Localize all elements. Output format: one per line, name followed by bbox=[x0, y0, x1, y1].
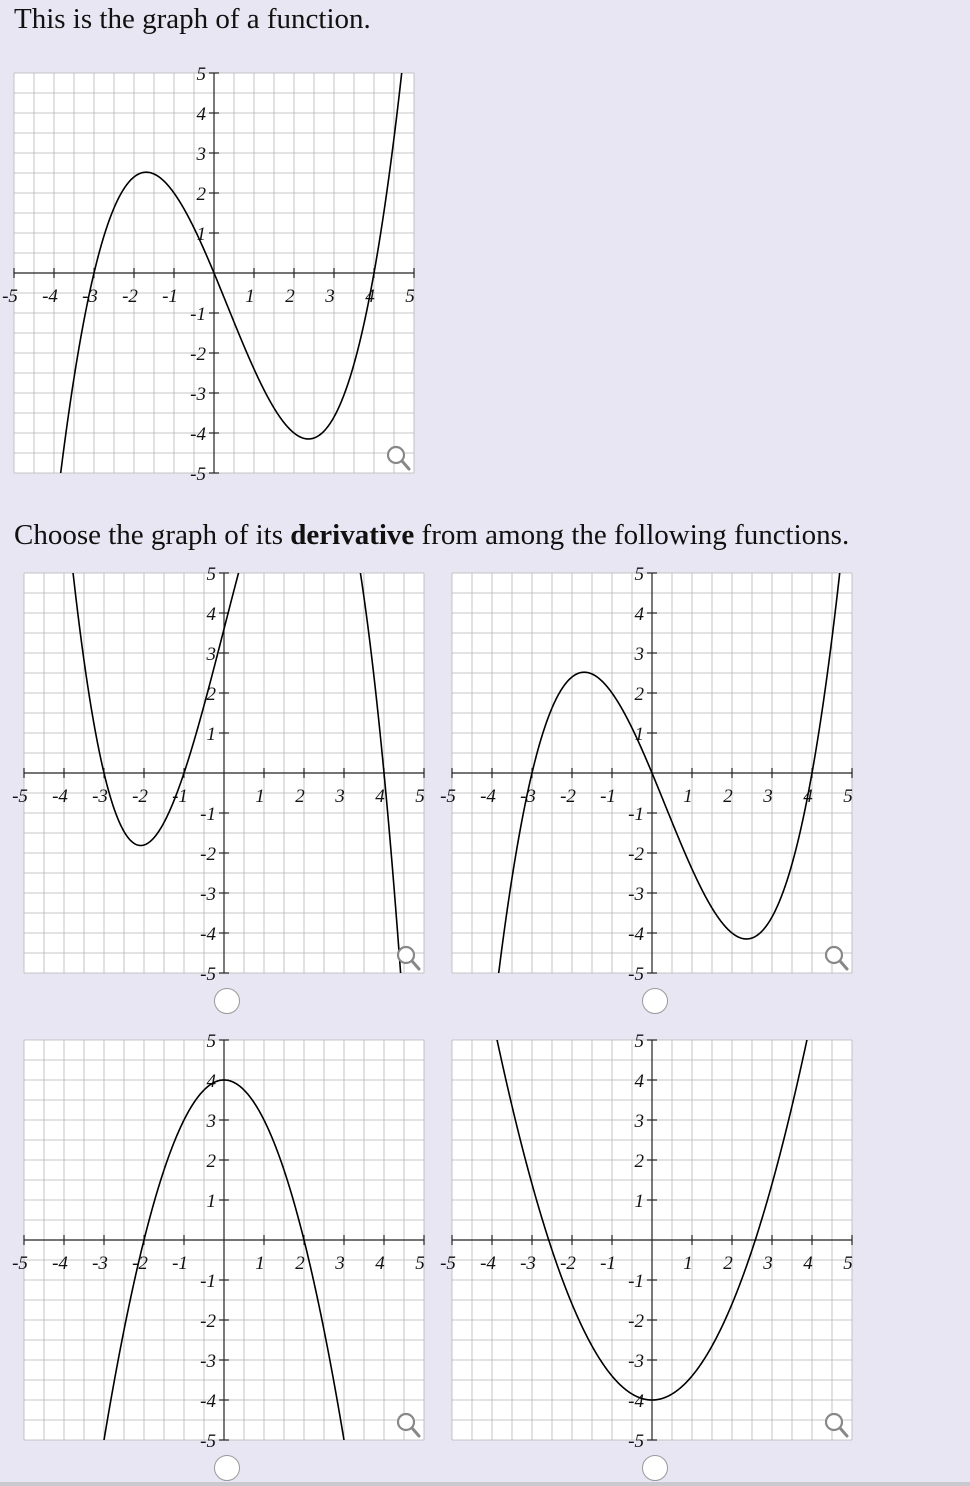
y-tick-label: -5 bbox=[628, 1431, 644, 1452]
x-tick-label: -3 bbox=[92, 786, 108, 807]
x-tick-label: 1 bbox=[245, 286, 255, 307]
magnifier-handle bbox=[840, 1428, 847, 1436]
x-tick-label: -3 bbox=[92, 1253, 108, 1274]
x-tick-label: -1 bbox=[162, 286, 178, 307]
x-tick-label: -2 bbox=[132, 1253, 148, 1274]
y-tick-label: 4 bbox=[634, 604, 644, 625]
magnifier-handle bbox=[412, 961, 419, 969]
y-tick-label: 4 bbox=[206, 1071, 216, 1092]
x-tick-label: -4 bbox=[52, 1253, 68, 1274]
y-tick-label: 1 bbox=[634, 1191, 644, 1212]
x-tick-label: 4 bbox=[375, 786, 385, 807]
x-tick-label: -5 bbox=[12, 1253, 28, 1274]
x-tick-label: -3 bbox=[520, 786, 536, 807]
y-tick-label: 1 bbox=[206, 724, 216, 745]
y-tick-label: 4 bbox=[634, 1071, 644, 1092]
y-tick-label: 2 bbox=[196, 184, 206, 205]
x-tick-label: 3 bbox=[335, 786, 345, 807]
magnifier-icon[interactable] bbox=[826, 1414, 847, 1436]
given-function-graph bbox=[2, 64, 415, 485]
x-tick-label: 2 bbox=[285, 286, 295, 307]
x-tick-label: -2 bbox=[122, 286, 138, 307]
y-tick-label: -5 bbox=[200, 964, 216, 985]
prompt-derivative-keyword: derivative bbox=[290, 519, 415, 551]
x-tick-label: 4 bbox=[803, 1253, 813, 1274]
magnifier-handle bbox=[412, 1428, 419, 1436]
x-tick-label: 3 bbox=[763, 786, 773, 807]
y-tick-label: -2 bbox=[200, 1311, 216, 1332]
y-tick-label: -2 bbox=[628, 844, 644, 865]
x-tick-label: -5 bbox=[2, 286, 18, 307]
x-tick-label: -4 bbox=[52, 786, 68, 807]
y-tick-label: 2 bbox=[634, 684, 644, 705]
x-tick-label: 5 bbox=[415, 1253, 425, 1274]
x-tick-label: 3 bbox=[325, 286, 335, 307]
y-tick-label: -4 bbox=[200, 924, 216, 945]
y-tick-label: -2 bbox=[190, 344, 206, 365]
magnifier-icon[interactable] bbox=[398, 1414, 419, 1436]
prompt-derivative bbox=[14, 518, 849, 552]
option-c-radio[interactable] bbox=[214, 1455, 240, 1481]
x-tick-label: -1 bbox=[172, 786, 188, 807]
x-tick-label: 1 bbox=[255, 786, 265, 807]
y-tick-label: 5 bbox=[196, 64, 206, 85]
option-d-radio[interactable] bbox=[642, 1455, 668, 1481]
x-tick-label: -2 bbox=[560, 1253, 576, 1274]
x-tick-label: -3 bbox=[520, 1253, 536, 1274]
y-tick-label: 3 bbox=[634, 1111, 644, 1132]
y-tick-label: 5 bbox=[206, 1031, 216, 1052]
y-tick-label: -1 bbox=[200, 804, 216, 825]
y-tick-label: -2 bbox=[628, 1311, 644, 1332]
y-tick-label: -3 bbox=[200, 1351, 216, 1372]
y-tick-label: -4 bbox=[200, 1391, 216, 1412]
x-tick-label: 2 bbox=[295, 1253, 305, 1274]
x-tick-label: 2 bbox=[295, 786, 305, 807]
y-tick-label: -4 bbox=[190, 424, 206, 445]
magnifier-icon[interactable] bbox=[388, 447, 409, 469]
x-tick-label: 4 bbox=[365, 286, 375, 307]
x-tick-label: -4 bbox=[480, 786, 496, 807]
x-tick-label: 1 bbox=[683, 786, 693, 807]
y-tick-label: -5 bbox=[628, 964, 644, 985]
x-tick-label: 5 bbox=[405, 286, 415, 307]
x-tick-label: 5 bbox=[843, 1253, 853, 1274]
x-tick-label: -1 bbox=[600, 786, 616, 807]
y-tick-label: 2 bbox=[206, 684, 216, 705]
y-tick-label: -5 bbox=[190, 464, 206, 485]
option-b-radio[interactable] bbox=[642, 988, 668, 1014]
x-tick-label: -5 bbox=[440, 786, 456, 807]
y-tick-label: -4 bbox=[628, 924, 644, 945]
x-tick-label: 5 bbox=[415, 786, 425, 807]
y-tick-label: -5 bbox=[200, 1431, 216, 1452]
x-tick-label: 4 bbox=[375, 1253, 385, 1274]
x-tick-label: -4 bbox=[42, 286, 58, 307]
magnifier-handle bbox=[402, 461, 409, 469]
y-tick-label: 3 bbox=[206, 1111, 216, 1132]
y-tick-label: 1 bbox=[196, 224, 206, 245]
option-b-graph[interactable] bbox=[440, 564, 853, 985]
y-tick-label: 1 bbox=[206, 1191, 216, 1212]
x-tick-label: 3 bbox=[763, 1253, 773, 1274]
x-tick-label: -4 bbox=[480, 1253, 496, 1274]
y-tick-label: 5 bbox=[206, 564, 216, 585]
x-tick-label: 2 bbox=[723, 1253, 733, 1274]
x-tick-label: 1 bbox=[683, 1253, 693, 1274]
x-tick-label: -2 bbox=[560, 786, 576, 807]
y-tick-label: -2 bbox=[200, 844, 216, 865]
y-tick-label: 4 bbox=[206, 604, 216, 625]
x-tick-label: 5 bbox=[843, 786, 853, 807]
y-tick-label: 3 bbox=[206, 644, 216, 665]
y-tick-label: -1 bbox=[628, 804, 644, 825]
option-c-graph[interactable] bbox=[12, 1031, 425, 1452]
y-tick-label: 1 bbox=[634, 724, 644, 745]
x-tick-label: -2 bbox=[132, 786, 148, 807]
x-tick-label: -5 bbox=[440, 1253, 456, 1274]
y-tick-label: -3 bbox=[190, 384, 206, 405]
prompt-derivative-tail: from among the following functions. bbox=[414, 519, 850, 551]
x-tick-label: 1 bbox=[255, 1253, 265, 1274]
y-tick-label: 4 bbox=[196, 104, 206, 125]
option-d-graph[interactable] bbox=[440, 1031, 853, 1452]
y-tick-label: 5 bbox=[634, 564, 644, 585]
option-a-radio[interactable] bbox=[214, 988, 240, 1014]
prompt-function: This is the graph of a function. bbox=[14, 3, 371, 35]
magnifier-handle bbox=[840, 961, 847, 969]
y-tick-label: -1 bbox=[200, 1271, 216, 1292]
y-tick-label: 3 bbox=[196, 144, 206, 165]
y-tick-label: -4 bbox=[628, 1391, 644, 1412]
x-tick-label: 3 bbox=[335, 1253, 345, 1274]
x-tick-label: 2 bbox=[723, 786, 733, 807]
magnifier-icon[interactable] bbox=[826, 947, 847, 969]
prompt-derivative-lead: Choose the graph of its bbox=[14, 519, 291, 551]
x-tick-label: -1 bbox=[172, 1253, 188, 1274]
y-tick-label: 5 bbox=[634, 1031, 644, 1052]
y-tick-label: -3 bbox=[628, 884, 644, 905]
magnifier-icon[interactable] bbox=[398, 947, 419, 969]
y-tick-label: -3 bbox=[200, 884, 216, 905]
y-tick-label: -3 bbox=[628, 1351, 644, 1372]
y-tick-label: 2 bbox=[206, 1151, 216, 1172]
x-tick-label: -3 bbox=[82, 286, 98, 307]
y-tick-label: -1 bbox=[190, 304, 206, 325]
page-bottom-edge bbox=[0, 1482, 970, 1486]
y-tick-label: 3 bbox=[634, 644, 644, 665]
x-tick-label: -1 bbox=[600, 1253, 616, 1274]
x-tick-label: 4 bbox=[803, 786, 813, 807]
y-tick-label: -1 bbox=[628, 1271, 644, 1292]
y-tick-label: 2 bbox=[634, 1151, 644, 1172]
option-a-graph[interactable] bbox=[12, 564, 425, 985]
x-tick-label: -5 bbox=[12, 786, 28, 807]
